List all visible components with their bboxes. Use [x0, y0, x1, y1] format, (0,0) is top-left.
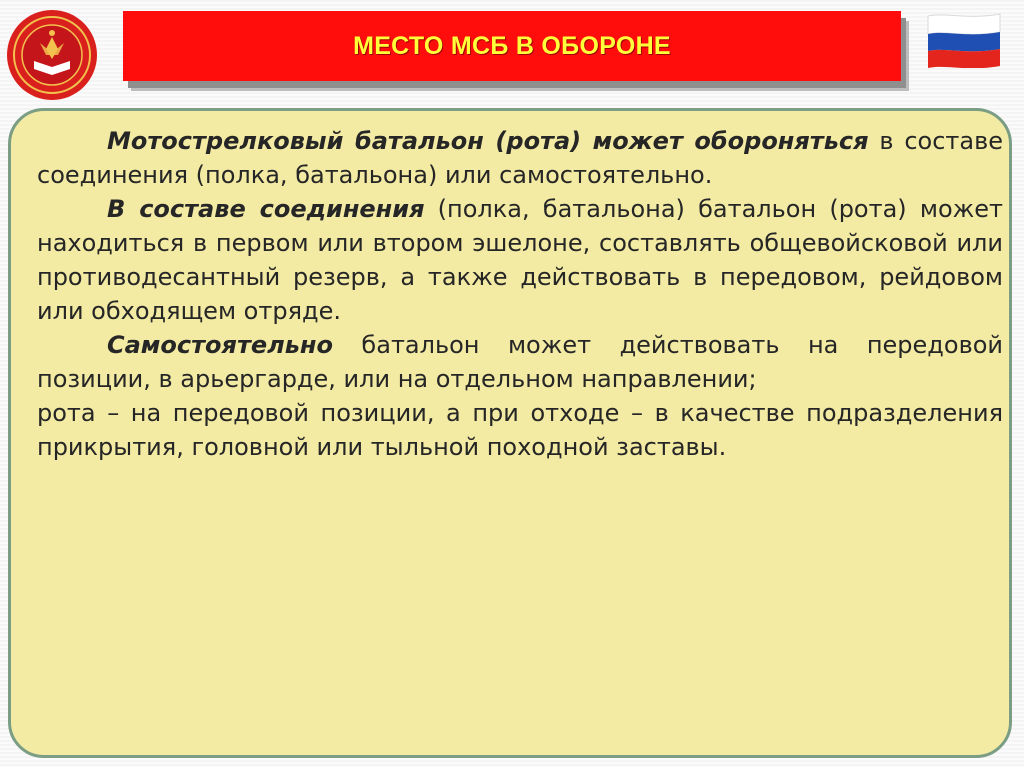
emphasis-text: Самостоятельно — [107, 331, 333, 359]
russian-flag-icon — [926, 12, 1002, 68]
body-text: батальон может действовать на передовой позиции, в арьергарде, или на отдельном направлении; — [37, 331, 1003, 393]
emphasis-text: В составе соединения — [107, 195, 425, 223]
paragraph-4 — [37, 396, 1003, 464]
paragraph-2 — [37, 192, 1003, 328]
content-text — [37, 124, 1003, 464]
military-academy-emblem-icon — [6, 9, 98, 101]
emphasis-text: Мотострелковый батальон (рота) может обороняться — [107, 127, 869, 155]
body-text: в составе соединения (полка, батальона) или самостоятельно. — [37, 127, 1004, 189]
page-title: МЕСТО МСБ В ОБОРОНЕ — [353, 31, 671, 60]
paragraph-3 — [37, 328, 1003, 396]
title-bar — [123, 11, 901, 81]
body-text: (полка, батальона) батальон (рота) может находиться в первом или втором эшелоне, составлять общевойсковой или противодесантный резерв, а также действовать в передовом, рейдовом или обходящем отряде. — [37, 195, 1004, 325]
paragraph-1 — [37, 124, 1003, 192]
body-text: рота – на передовой позиции, а при отходе – в качестве подразделения прикрытия, головной или тыльной походной заставы. — [37, 399, 1003, 461]
